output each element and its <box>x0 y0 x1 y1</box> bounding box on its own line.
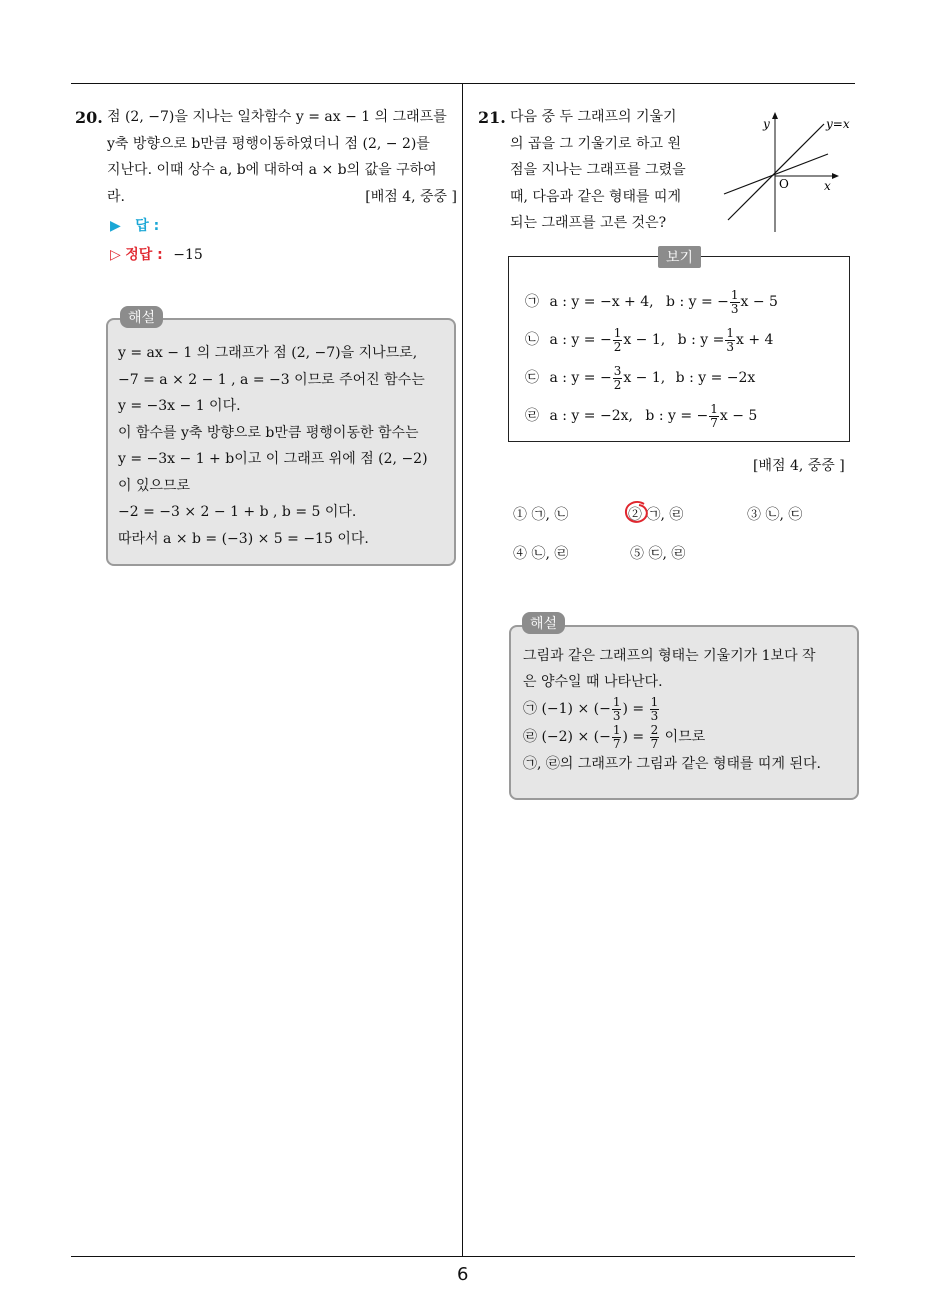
bogi-item: ㉠ a : y = −x + 4, b : y = − $\frac{1}{3}$ x − 5 <box>525 287 778 316</box>
y-axis-label: y <box>763 117 770 131</box>
explanation-line: ㉠, ㉣의 그래프가 그림과 같은 형태를 띠게 된다. <box>523 756 821 772</box>
column-divider <box>462 83 463 1257</box>
question-20-line <box>107 184 457 211</box>
bogi-items <box>525 283 778 435</box>
answer-label: 답 : <box>135 218 160 234</box>
explanation-line: −2 = −3 × 2 − 1 + b , b = 5 이다. <box>118 504 357 520</box>
bogi-item: ㉣ a : y = −2x, b : y = − $\frac{1}{7}$ x − 5 <box>525 401 758 430</box>
graph-line <box>724 154 828 194</box>
explanation-tag-21: 해설 <box>522 612 565 634</box>
question-20-line: 지난다. 이때 상수 a, b에 대하여 a × b의 값을 구하여 <box>107 162 437 178</box>
question-20-line: y축 방향으로 b만큼 평행이동하였더니 점 (2, − 2)를 <box>107 135 430 152</box>
solution-value: −15 <box>173 247 203 263</box>
x-axis-arrow <box>832 173 839 179</box>
explanation-line: ㉠ (−1) × (− $\frac{1}{3}$ ) = $\frac{1}{3}$ <box>523 694 659 723</box>
x-axis-label: x <box>824 179 831 193</box>
origin-label: O <box>779 177 789 191</box>
question-21-line: 되는 그래프를 고른 것은? <box>510 215 667 231</box>
explanation-tag-20: 해설 <box>120 306 163 328</box>
choice-4[interactable]: ④ ㉡, ㉣ <box>513 546 569 562</box>
choice-1[interactable]: ① ㉠, ㉡ <box>513 507 569 523</box>
question-20-line: 라. <box>107 188 125 205</box>
bogi-box <box>508 256 850 442</box>
question-21-line: 다음 중 두 그래프의 기울기 <box>510 109 677 125</box>
question-21-text <box>510 104 710 237</box>
bogi-tag: 보기 <box>658 246 701 268</box>
explanation-line: 은 양수일 때 나타난다. <box>523 674 663 690</box>
question-20-number: 20. <box>75 108 103 127</box>
explanation-line: 이 있으므로 <box>118 477 191 494</box>
explanation-line: 이 함수를 y축 방향으로 b만큼 평행이동한 함수는 <box>118 424 419 441</box>
selected-answer-circle <box>622 499 652 527</box>
choice-2[interactable]: ② ㉠, ㉣ <box>628 507 684 523</box>
explanation-21-text <box>523 643 821 777</box>
line-label: y=x <box>826 117 850 131</box>
outline-triangle-icon: ▷ <box>110 247 121 263</box>
explanation-line: 그림과 같은 그래프의 형태는 기울기가 1보다 작 <box>523 648 816 664</box>
y-axis-arrow <box>772 112 778 119</box>
explanation-line: ㉣ (−2) × (− $\frac{1}{7}$ ) = $\frac{2}{7}$ 이므로 <box>523 722 706 751</box>
question-21-line: 때, 다음과 같은 형태를 띠게 <box>510 188 682 205</box>
line-y-equals-x <box>728 124 824 220</box>
explanation-box-21 <box>509 625 859 800</box>
solution-label: 정답 : <box>125 247 163 263</box>
explanation-line: y = ax − 1 의 그래프가 점 (2, −7)을 지나므로, <box>118 345 418 361</box>
explanation-line: y = −3x − 1 이다. <box>118 398 241 414</box>
bottom-rule <box>71 1256 855 1257</box>
choice-3[interactable]: ③ ㉡, ㉢ <box>747 507 803 523</box>
question-21-line: 의 곱을 그 기울기로 하고 원 <box>510 135 682 152</box>
slope-graph <box>718 110 858 236</box>
question-21-number: 21. <box>478 108 506 127</box>
explanation-line: 따라서 a × b = (−3) × 5 = −15 이다. <box>118 530 369 547</box>
answer-row <box>110 215 159 235</box>
question-21-line: 점을 지나는 그래프를 그렸을 <box>510 162 686 178</box>
play-triangle-icon: ▶ <box>110 218 121 234</box>
page-number: 6 <box>457 1264 469 1285</box>
question-20-score: [배점 4, 중중 ] <box>365 188 457 205</box>
question-21-score: [배점 4, 중중 ] <box>753 458 845 474</box>
explanation-20-text <box>118 340 428 552</box>
bogi-item: ㉡ a : y = − $\frac{1}{2}$ x − 1, b : y = $\frac{1}{3}$ x + 4 <box>525 325 774 354</box>
question-20-line: 점 (2, −7)을 지나는 일차함수 y = ax − 1 의 그래프를 <box>107 109 447 125</box>
question-20-text <box>107 104 457 210</box>
explanation-line: y = −3x − 1 + b이고 이 그래프 위에 점 (2, −2) <box>118 451 428 467</box>
bogi-item: ㉢ a : y = − $\frac{3}{2}$ x − 1, b : y = −2x <box>525 363 756 392</box>
explanation-box-20 <box>106 318 456 566</box>
choice-5[interactable]: ⑤ ㉢, ㉣ <box>630 546 686 562</box>
solution-row <box>110 244 203 264</box>
top-rule <box>71 83 855 84</box>
explanation-line: −7 = a × 2 − 1 , a = −3 이므로 주어진 함수는 <box>118 371 425 388</box>
